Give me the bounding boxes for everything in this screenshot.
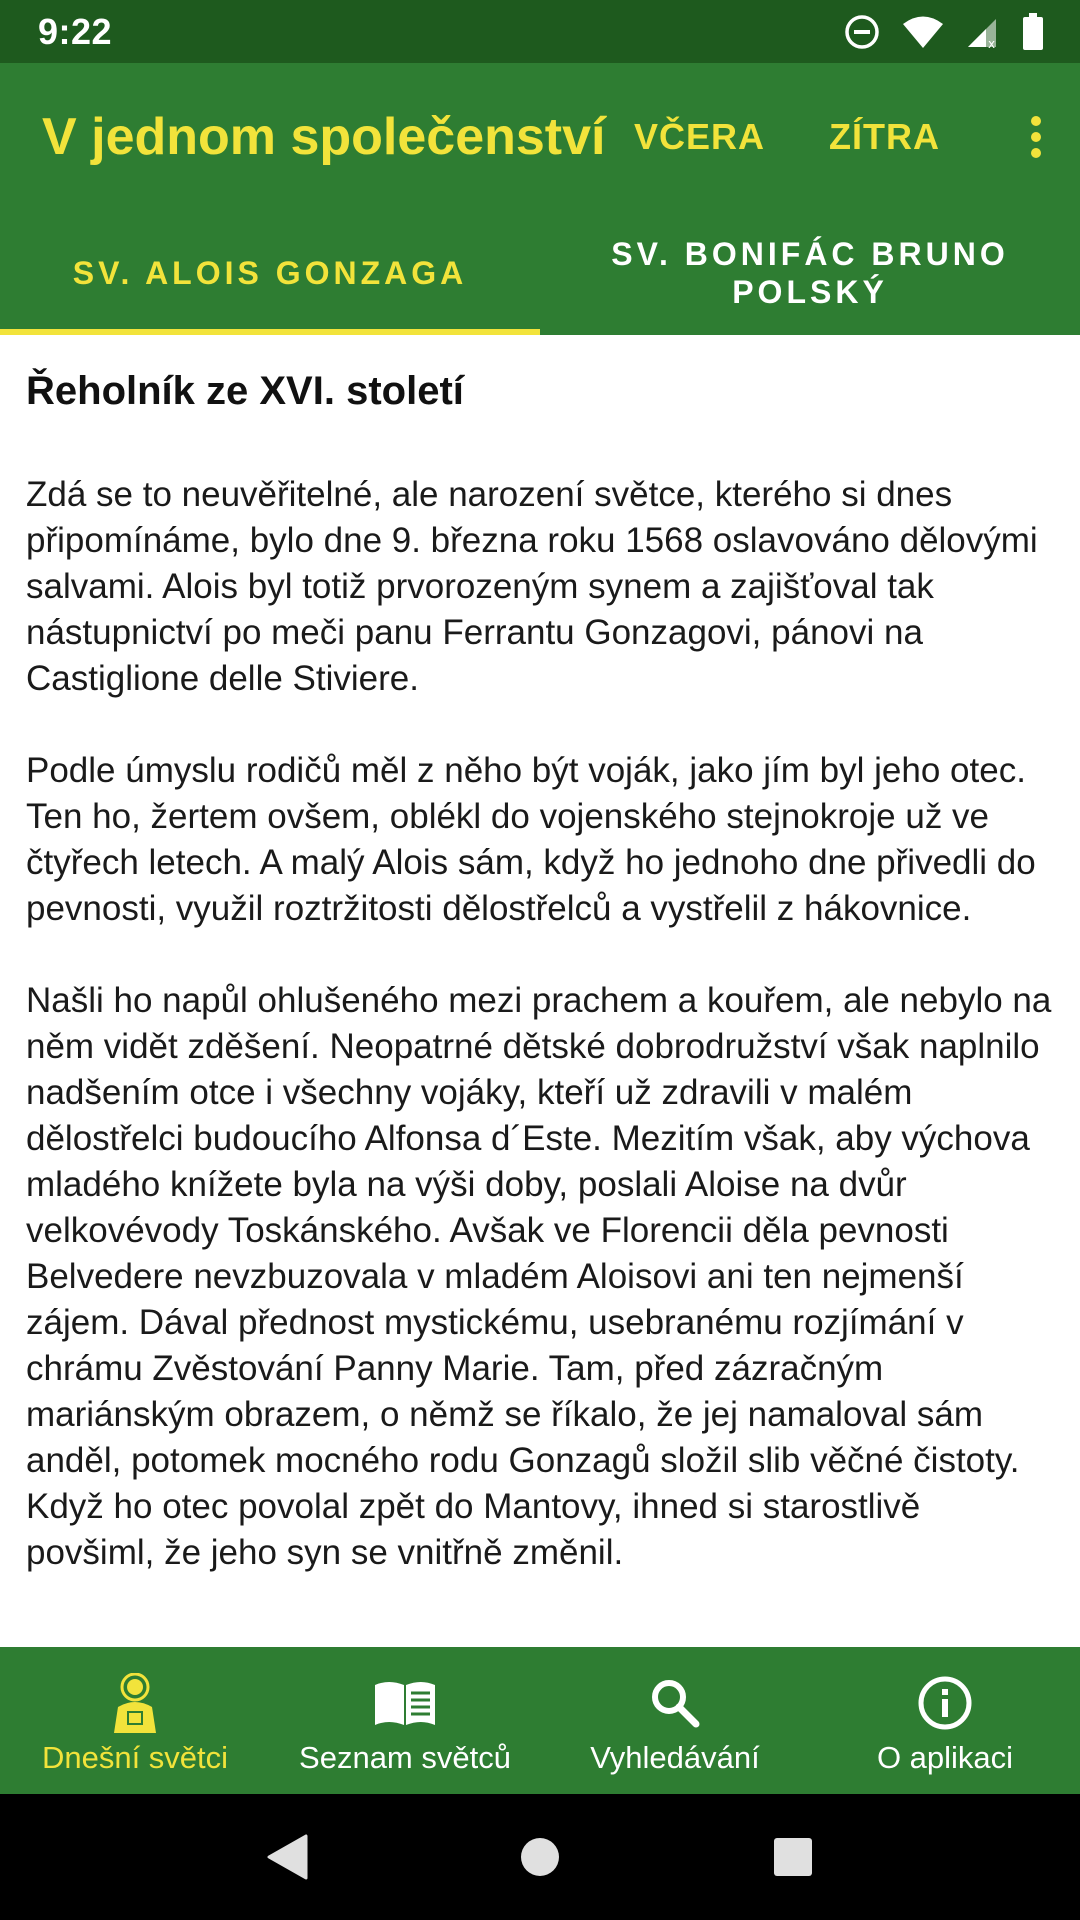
signal-icon: [966, 15, 1000, 49]
system-navigation-bar: [0, 1794, 1080, 1920]
status-bar: [0, 0, 1080, 63]
tab-label: SV. ALOIS GONZAGA: [72, 255, 468, 291]
article-paragraph: Podle úmyslu rodičů měl z něho být voják, jako jím byl jeho otec. Ten ho, žertem ovšem, oblékl do vojenského stejnokroje už ve čtyřech letech. A malý Alois sám, když ho jednoho dne přivedli do pevnosti, využil roztržitosti dělostřelců a vystřelil z hákovnice.: [26, 751, 1036, 928]
app-bar: [0, 63, 1080, 211]
do-not-disturb-icon: [844, 14, 880, 50]
home-icon[interactable]: [500, 1817, 580, 1897]
nav-search[interactable]: [540, 1647, 810, 1794]
nav-about[interactable]: [810, 1647, 1080, 1794]
more-vert-icon[interactable]: [1004, 87, 1068, 187]
nav-saints-list[interactable]: [270, 1647, 540, 1794]
article-content[interactable]: [0, 335, 1080, 1647]
nav-todays-saints[interactable]: [0, 1647, 270, 1794]
nav-label: Vyhledávání: [590, 1739, 760, 1775]
nav-label: Seznam světců: [299, 1739, 511, 1775]
info-icon: [917, 1672, 973, 1734]
nav-label: Dnešní světci: [41, 1739, 229, 1775]
bottom-navigation: [0, 1647, 1080, 1794]
tab-bonifac-bruno[interactable]: [540, 211, 1080, 335]
status-icons: [844, 13, 1044, 51]
battery-icon: [1022, 13, 1044, 51]
tab-alois-gonzaga[interactable]: [0, 211, 540, 335]
search-icon: [650, 1672, 700, 1734]
svg-text:x: x: [988, 36, 996, 49]
article-paragraph: Našli ho napůl ohlušeného mezi prachem a kouřem, ale nebylo na něm vidět zděšení. Neopatrné dětské dobrodružství však naplnilo nadšením otce i všechny vojáky, kteří už zdravili v malém dělostřelci budoucího Alfonsa d´Este. Mezitím však, aby výchova mladého knížete byla na výši doby, poslali Aloise na dvůr velkovévody Toskánského. Avšak ve Florencii děla pevnosti Belvedere nevzbuzovala v mladém Aloisovi ani ten nejmenší zájem. Dával přednost mystickému, usebranému rozjímání v chrámu Zvěstování Panny Marie. Tam, před zázračným mariánským obrazem, o němž se říkalo, že jej namaloval sám anděl, potomek mocného rodu Gonzagů složil slib věčné čistoty. Když ho otec povolal zpět do Mantovy, ihned si starostlivě povšiml, že jeho syn se vnitřně změnil.: [26, 981, 1052, 1572]
status-time: 9:22: [38, 10, 113, 52]
saint-tabs: [0, 211, 1080, 335]
article-paragraph: Zdá se to neuvěřitelné, ale narození světce, kterého si dnes připomínáme, bylo dne 9. března roku 1568 oslavováno dělovými salvami. Alois byl totiž prvorozeným synem a zajišťoval tak nástupnictví po meči panu Ferrantu Gonzagovi, pánovi na Castiglione delle Stiviere.: [26, 475, 1038, 698]
app-title: V jednom společenství: [42, 108, 606, 166]
wifi-icon: [902, 15, 944, 49]
recents-icon[interactable]: [753, 1817, 833, 1897]
article-heading: Řeholník ze XVI. století: [26, 369, 464, 413]
tab-label: SV. BONIFÁC BRUNO POLSKÝ: [611, 236, 1009, 310]
saint-icon: [108, 1672, 162, 1734]
book-icon: [373, 1672, 437, 1734]
tomorrow-button[interactable]: ZÍTRA: [829, 116, 940, 157]
yesterday-button[interactable]: VČERA: [633, 116, 766, 157]
nav-label: O aplikaci: [876, 1739, 1014, 1775]
back-icon[interactable]: [247, 1817, 327, 1897]
